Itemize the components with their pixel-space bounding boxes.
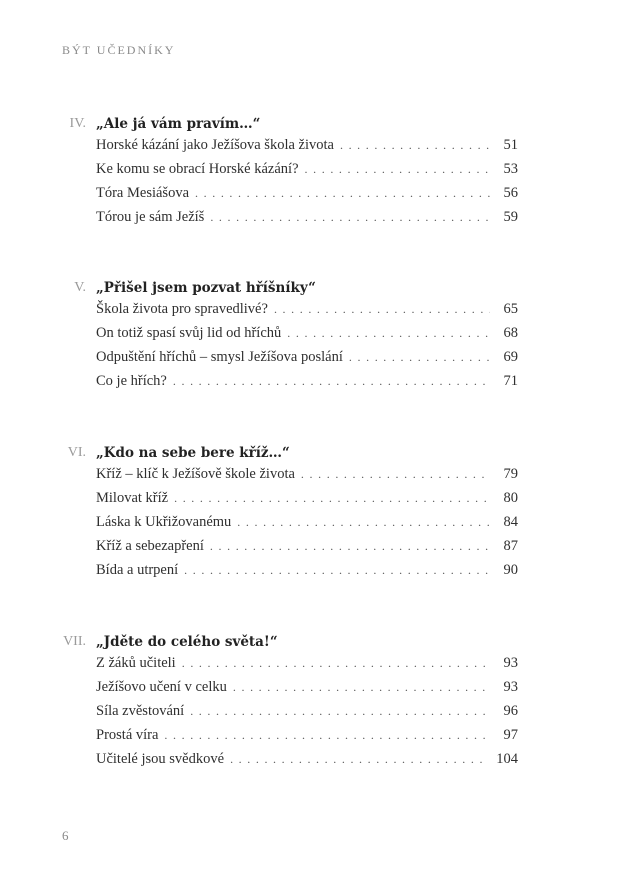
toc-entry[interactable]	[96, 655, 518, 679]
entry-title: Horské kázání jako Ježíšova škola života	[96, 137, 334, 153]
entry-title: Prostá víra	[96, 727, 159, 743]
toc-entry[interactable]	[96, 349, 518, 373]
section-heading	[62, 279, 518, 301]
dot-leader	[349, 350, 490, 365]
toc-entry[interactable]	[96, 679, 518, 703]
entry-page: 71	[503, 373, 518, 389]
toc-entry[interactable]	[96, 703, 518, 727]
entry-page: 97	[503, 727, 518, 743]
section-numeral: VI.	[67, 445, 86, 460]
entry-page: 80	[503, 490, 518, 506]
entry-page: 87	[503, 538, 518, 554]
entry-page: 93	[503, 655, 518, 671]
dot-leader	[182, 656, 490, 671]
entry-page: 69	[503, 349, 518, 365]
dot-leader	[230, 752, 488, 767]
entry-page: 68	[503, 325, 518, 341]
toc-entry[interactable]	[96, 466, 518, 490]
dot-leader	[190, 704, 490, 719]
entry-title: Tórou je sám Ježíš	[96, 209, 205, 225]
dot-leader	[305, 162, 490, 177]
dot-leader	[164, 728, 490, 743]
entry-title: Co je hřích?	[96, 373, 167, 389]
entry-title: On totiž spasí svůj lid od hříchů	[96, 325, 282, 341]
toc-entry[interactable]	[96, 137, 518, 161]
toc-entry[interactable]	[96, 490, 518, 514]
entry-page: 93	[503, 679, 518, 695]
section-title: „Jděte do celého světa!“	[96, 634, 278, 650]
entry-page: 59	[503, 209, 518, 225]
toc-entry[interactable]	[96, 538, 518, 562]
section-numeral: IV.	[69, 116, 86, 131]
dot-leader	[233, 680, 490, 695]
dot-leader	[184, 563, 490, 578]
section-heading	[62, 115, 518, 137]
toc-section-vii	[62, 633, 518, 775]
entry-title: Ježíšovo učení v celku	[96, 679, 227, 695]
entry-page: 84	[503, 514, 518, 530]
toc-entry[interactable]	[96, 325, 518, 349]
toc-entry[interactable]	[96, 161, 518, 185]
dot-leader	[210, 210, 490, 225]
toc-entry[interactable]	[96, 301, 518, 325]
dot-leader	[274, 302, 490, 317]
dot-leader	[340, 138, 490, 153]
dot-leader	[210, 539, 490, 554]
toc-section-v	[62, 279, 518, 397]
running-head: BÝT UČEDNÍKY	[62, 43, 176, 57]
dot-leader	[237, 515, 490, 530]
toc-entry[interactable]	[96, 562, 518, 586]
entry-page: 53	[503, 161, 518, 177]
entry-title: Z žáků učiteli	[96, 655, 176, 671]
section-title: „Kdo na sebe bere kříž…“	[96, 445, 290, 461]
section-numeral: V.	[74, 280, 86, 295]
toc-entry[interactable]	[96, 373, 518, 397]
entry-title: Láska k Ukřižovanému	[96, 514, 232, 530]
toc-entry[interactable]	[96, 514, 518, 538]
section-title: „Přišel jsem pozvat hříšníky“	[96, 280, 316, 296]
entry-title: Učitelé jsou svědkové	[96, 751, 225, 767]
entry-page: 56	[503, 185, 518, 201]
section-numeral: VII.	[63, 634, 86, 649]
toc-entry[interactable]	[96, 185, 518, 209]
dot-leader	[173, 374, 490, 389]
entry-page: 79	[503, 466, 518, 482]
entry-title: Škola života pro spravedlivé?	[96, 301, 268, 317]
entry-page: 90	[503, 562, 518, 578]
toc-section-vi	[62, 444, 518, 586]
entry-title: Tóra Mesiášova	[96, 185, 190, 201]
dot-leader	[195, 186, 490, 201]
toc-entry[interactable]	[96, 209, 518, 233]
toc-section-iv	[62, 115, 518, 233]
entry-page: 51	[503, 137, 518, 153]
dot-leader	[174, 491, 490, 506]
page-number: 6	[62, 828, 69, 843]
entry-page: 65	[503, 301, 518, 317]
entry-title: Kříž a sebezapření	[96, 538, 204, 554]
entry-page: 104	[496, 751, 518, 767]
dot-leader	[287, 326, 490, 341]
toc-entry[interactable]	[96, 751, 518, 775]
entry-page: 96	[503, 703, 518, 719]
toc-entry[interactable]	[96, 727, 518, 751]
entry-title: Kříž – klíč k Ježíšově škole života	[96, 466, 295, 482]
entry-title: Milovat kříž	[96, 490, 169, 506]
section-heading	[62, 444, 518, 466]
entry-title: Odpuštění hříchů – smysl Ježíšova poslání	[96, 349, 343, 365]
entry-title: Bída a utrpení	[96, 562, 179, 578]
section-title: „Ale já vám pravím…“	[96, 116, 261, 132]
entry-title: Ke komu se obrací Horské kázání?	[96, 161, 299, 177]
entry-title: Síla zvěstování	[96, 703, 185, 719]
section-heading	[62, 633, 518, 655]
dot-leader	[301, 467, 490, 482]
